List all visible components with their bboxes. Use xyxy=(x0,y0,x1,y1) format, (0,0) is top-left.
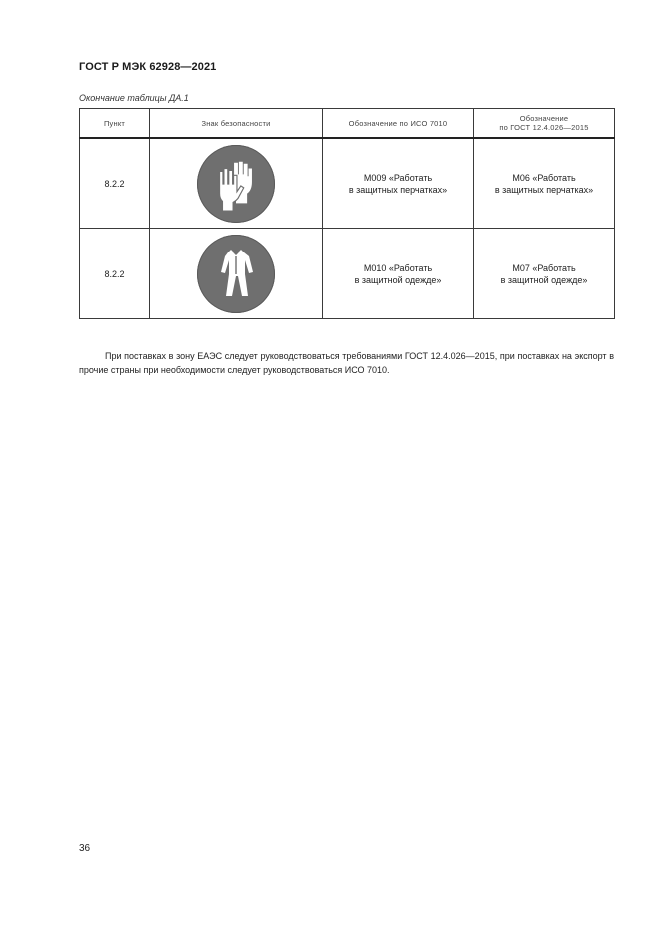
gost-designation-cell: М06 «Работать в защитных перчатках» xyxy=(474,138,615,229)
sign-cell xyxy=(150,229,323,319)
gost-designation-cell: М07 «Работать в защитной одежде» xyxy=(474,229,615,319)
column-header-safety-sign: Знак безопасности xyxy=(150,109,323,139)
page-number: 36 xyxy=(79,843,91,854)
safety-signs-table xyxy=(79,108,615,319)
clause-cell: 8.2.2 xyxy=(80,138,150,229)
table-row xyxy=(80,138,615,229)
column-header-clause: Пункт xyxy=(80,109,150,139)
sign-cell xyxy=(150,138,323,229)
protective-gloves-icon xyxy=(197,145,275,223)
table-header-row xyxy=(80,109,615,139)
table-row xyxy=(80,229,615,319)
column-header-gost-designation: Обозначение по ГОСТ 12.4.026—2015 xyxy=(474,109,615,139)
protective-clothing-icon xyxy=(197,235,275,313)
table-caption: Окончание таблицы ДА.1 xyxy=(79,93,189,103)
iso-designation-cell: М009 «Работать в защитных перчатках» xyxy=(323,138,474,229)
iso-designation-cell: М010 «Работать в защитной одежде» xyxy=(323,229,474,319)
note-text: При поставках в зону ЕАЭС следует руководствоваться требованиями ГОСТ 12.4.026—2015, при поставках на экспорт в прочие страны при необходимости следует руководствоваться ИСО 7010. xyxy=(79,351,614,375)
note-paragraph xyxy=(79,349,614,377)
clause-cell: 8.2.2 xyxy=(80,229,150,319)
column-header-iso-designation: Обозначение по ИСО 7010 xyxy=(323,109,474,139)
document-title: ГОСТ Р МЭК 62928—2021 xyxy=(79,61,217,73)
